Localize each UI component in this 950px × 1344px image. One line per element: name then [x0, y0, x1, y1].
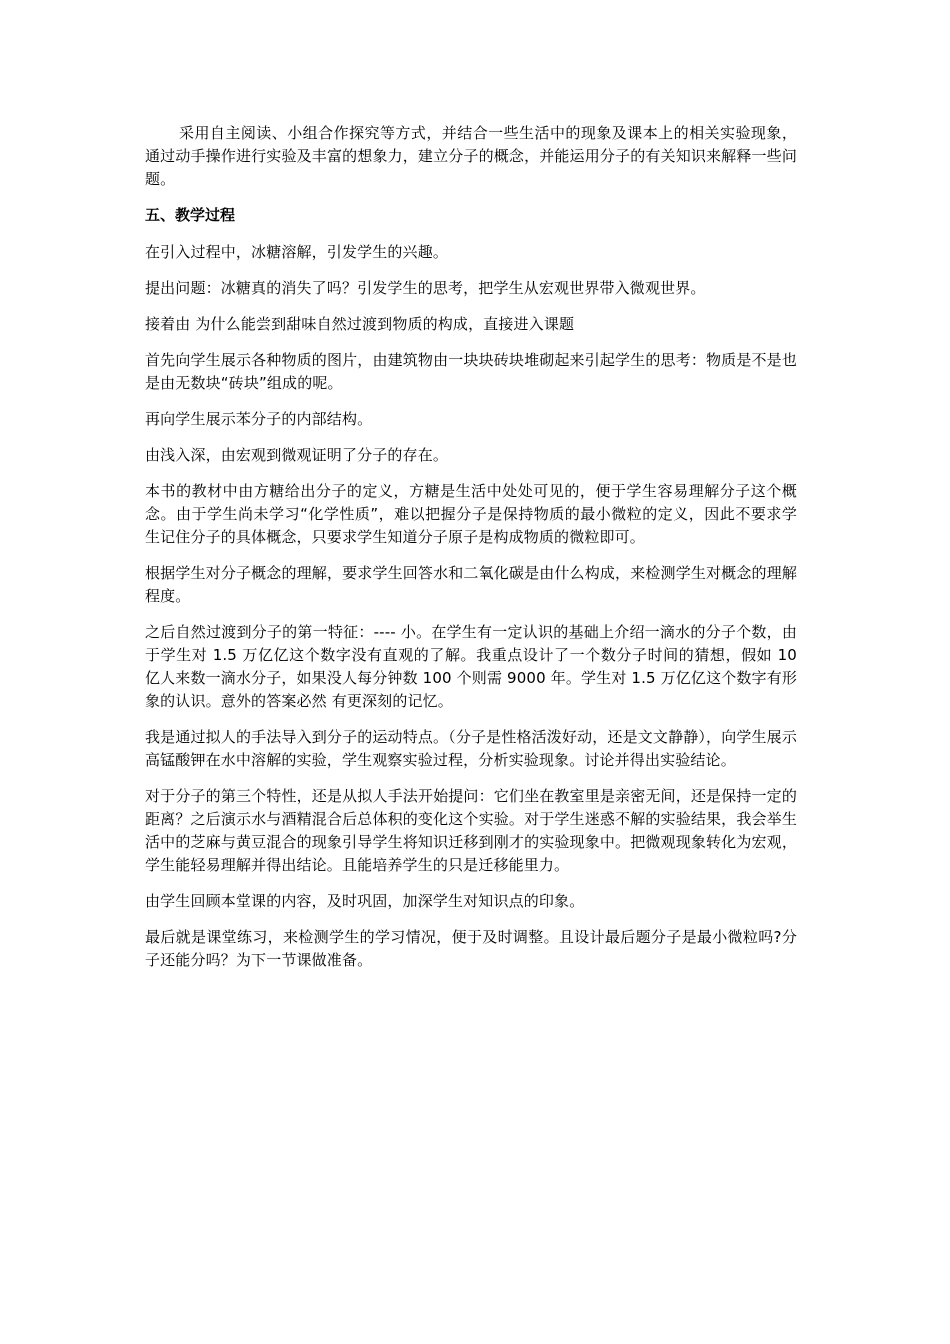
section-heading: 五、教学过程: [145, 206, 236, 224]
paragraph-first-feature: 之后自然过渡到分子的第一特征：---- 小。在学生有一定认识的基础上介绍一滴水的分子个数，由于学生对 1.5 万亿亿这个数字没有直观的了解。我重点设计了一个数分子时间的猜想，假如 10 亿人来数一滴水分子，如果没人每分钟数 100 个则需 9000 年。学生对 1.5 万亿亿这个数字有形象的认识。意外的答案必然 有更深刻的记忆。: [145, 623, 797, 710]
paragraph-third-feature: 对于分子的第三个特性，还是从拟人手法开始提问：它们坐在教室里是亲密无间，还是保持一定的距离？之后演示水与酒精混合后总体积的变化这个实验。对于学生迷惑不解的实验结果，我会举生活中的芝麻与黄豆混合的现象引导学生将知识迁移到刚才的实验现象中。把微观现象转化为宏观，学生能轻易理解并得出结论。且能培养学生的只是迁移能里力。: [145, 787, 797, 874]
paragraph-review: 由学生回顾本堂课的内容，及时巩固，加深学生对知识点的印象。: [145, 892, 585, 910]
paragraph-transition: 接着由 为什么能尝到甜味自然过渡到物质的构成，直接进入课题: [145, 315, 575, 333]
paragraph-check-understanding: 根据学生对分子概念的理解，要求学生回答水和二氧化碳是由什么构成，来检测学生对概念的理解程度。: [145, 564, 797, 605]
intro-paragraph: 采用自主阅读、小组合作探究等方式，并结合一些生活中的现象及课本上的相关实验现象，通过动手操作进行实验及丰富的想象力，建立分子的概念，并能运用分子的有关知识来解释一些问题。: [145, 124, 797, 188]
paragraph-motion: 我是通过拟人的手法导入到分子的运动特点。（分子是性格活泼好动，还是文文静静），向学生展示高锰酸钾在水中溶解的实验，学生观察实验过程，分析实验现象。讨论并得出实验结论。: [145, 728, 797, 769]
paragraph-definition: 本书的教材中由方糖给出分子的定义，方糖是生活中处处可见的，便于学生容易理解分子这个概念。由于学生尚未学习“化学性质”，难以把握分子是保持物质的最小微粒的定义，因此不要求学生记住分子的具体概念，只要求学生知道分子原子是构成物质的微粒即可。: [145, 482, 797, 546]
paragraph-introduction: 在引入过程中，冰糖溶解，引发学生的兴趣。: [145, 243, 449, 261]
paragraph-existence: 由浅入深，由宏观到微观证明了分子的存在。: [145, 446, 449, 464]
document-body: [145, 122, 797, 985]
paragraph-question: 提出问题：冰糖真的消失了吗？引发学生的思考，把学生从宏观世界带入微观世界。: [145, 279, 706, 297]
paragraph-material-images: 首先向学生展示各种物质的图片，由建筑物由一块块砖块堆砌起来引起学生的思考：物质是不是也是由无数块“砖块”组成的呢。: [145, 351, 797, 392]
paragraph-benzene: 再向学生展示苯分子的内部结构。: [145, 410, 373, 428]
paragraph-exercise: 最后就是课堂练习，来检测学生的学习情况，便于及时调整。且设计最后题分子是最小微粒吗?分子还能分吗？为下一节课做准备。: [145, 928, 797, 969]
